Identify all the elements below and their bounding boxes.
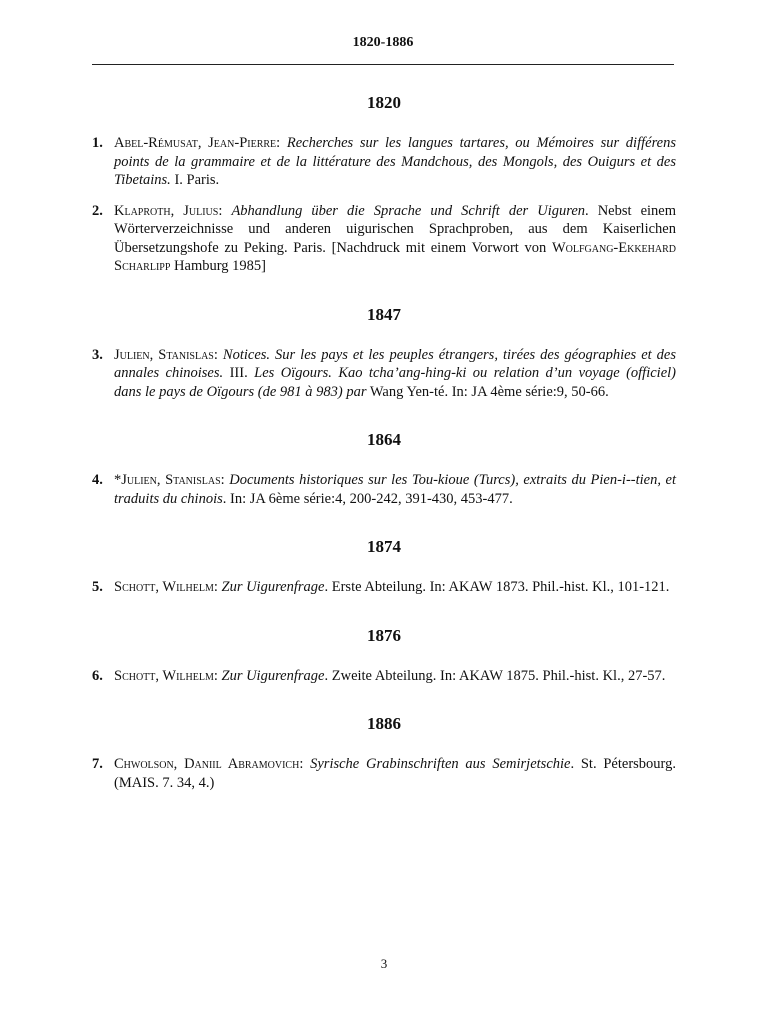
entry-text: I. Paris. <box>170 172 220 188</box>
entry-title: Zur Uigurenfrage <box>221 579 325 595</box>
entry-title: Zur Uigurenfrage <box>221 667 325 684</box>
year-heading: 1874 <box>367 537 401 556</box>
entry-text: * <box>114 472 122 488</box>
bibliography-entry <box>92 134 676 190</box>
entry-text: . Zweite Abteilung. In: AKAW 1875. Phil.-hist. Kl., 27-57. <box>324 667 666 684</box>
entry-number: 5. <box>92 579 103 595</box>
entry-text <box>280 135 287 151</box>
entry-author: Julien, Stanislas: <box>121 472 225 488</box>
bibliography-entry <box>92 755 676 792</box>
entry-text: III. <box>223 365 255 381</box>
year-heading: 1864 <box>367 430 401 449</box>
entry-author: Wolfgang-Ekkehard Scharlipp <box>114 239 676 274</box>
entry-title: Abhandlung über die Sprache und Schrift der Uiguren <box>231 202 586 219</box>
year-heading: 1886 <box>367 714 401 733</box>
entry-title: Recherches sur les langues tartares, ou Mémoires sur différens points de la grammaire et de la littérature des Mandchous, des Mongols, des Ouigurs et des Tibetains. <box>114 135 677 188</box>
bibliography-entry <box>92 578 676 597</box>
entry-number: 2. <box>92 202 103 219</box>
bibliography-entry <box>92 346 676 402</box>
entry-number: 1. <box>92 135 103 151</box>
bibliography-entry <box>92 202 676 276</box>
entry-author: Schott, Wilhelm: <box>114 667 218 684</box>
entry-author: Schott, Wilhelm: <box>114 579 218 595</box>
page-number: 3 <box>380 956 388 971</box>
year-heading: 1820 <box>367 93 401 112</box>
entry-title: Notices. Sur les pays et les peuples étrangers, tirées des géographies et des annales chinoises. <box>114 346 676 381</box>
bibliography-list <box>92 92 676 792</box>
entry-title: Documents historiques sur les Tou-kioue (Turcs), extraits du Pien-i--tien, et traduits du chinois <box>114 472 676 507</box>
entry-author: Klaproth, Julius: <box>114 202 223 219</box>
entry-text: Wang Yen-té. In: JA 4ème série:9, 50-66. <box>366 383 609 400</box>
entry-text: . Nebst einem Wörterverzeichnisse und anderen uigurischen Sprachproben, aus dem Kaiserlichen Übersetzungshofe zu Peking. Paris. [Nachdruck mit einem Vorwort von <box>114 202 676 256</box>
entry-number: 4. <box>92 472 103 488</box>
entry-title: Syrische Grabinschriften aus Semirjetschie <box>310 756 571 772</box>
entry-title: Les Oïgours. Kao tcha’ang-hing-ki ou relation d’un voyage (officiel) dans le pays de Oïgours (de 981 à 983) par <box>114 365 676 400</box>
entry-author: Chwolson, Daniil Abramovich: <box>114 756 304 772</box>
year-heading: 1876 <box>367 625 401 645</box>
entry-text: Hamburg 1985] <box>170 258 267 274</box>
entry-text: . St. Pétersbourg. (MAIS. 7. 34, 4.) <box>114 756 676 791</box>
bibliography-entry <box>92 471 676 508</box>
running-head: 1820-1886 <box>352 35 414 50</box>
entry-text: . In: JA 6ème série:4, 200-242, 391-430, 453-477. <box>222 490 513 507</box>
header-rule <box>92 64 674 65</box>
entry-number: 7. <box>92 756 103 772</box>
bibliography-entry <box>92 667 676 686</box>
entry-text: . Erste Abteilung. In: AKAW 1873. Phil.-hist. Kl., 101-121. <box>324 579 670 595</box>
entry-number: 3. <box>92 346 103 363</box>
entry-author: Abel-Rémusat, Jean-Pierre: <box>114 135 281 151</box>
year-heading: 1847 <box>367 304 401 324</box>
entry-author: Julien, Stanislas: <box>114 346 218 363</box>
entry-number: 6. <box>92 667 103 684</box>
